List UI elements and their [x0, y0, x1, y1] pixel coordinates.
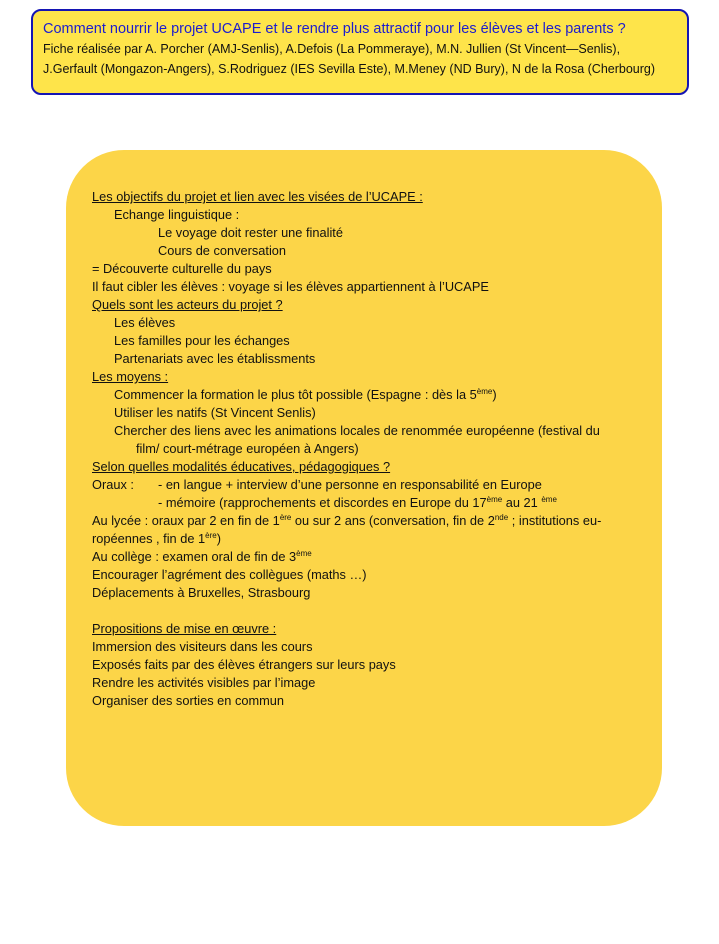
moyen-liens-line-1: Chercher des liens avec les animations locales de renommée européenne (festival du: [114, 423, 600, 438]
lycee-line-2: ropéennes , fin de 1ère): [92, 531, 221, 546]
authors-line-2: J.Gerfault (Mongazon-Angers), S.Rodriguez (IES Sevilla Este), M.Meney (ND Bury), N de la Rosa (Cherbourg): [43, 62, 656, 76]
agrement-line: Encourager l’agrément des collègues (maths …): [92, 567, 367, 582]
proposition-item: Immersion des visiteurs dans les cours: [92, 639, 313, 654]
acteur-item: Partenariats avec les établissments: [114, 351, 316, 366]
decouverte-culturelle: = Découverte culturelle du pays: [92, 261, 272, 276]
content-text: [92, 188, 652, 710]
proposition-item: Rendre les activités visibles par l’image: [92, 675, 316, 690]
section-gap: [92, 602, 652, 620]
moyens-heading: Les moyens :: [92, 369, 169, 384]
moyen-liens-line-2: film/ court-métrage européen à Angers): [136, 441, 359, 456]
document-title: Comment nourrir le projet UCAPE et le rendre plus attractif pour les élèves et les parents ?: [43, 21, 626, 37]
cours-conversation: Cours de conversation: [158, 243, 287, 258]
proposition-item: Organiser des sorties en commun: [92, 693, 285, 708]
oraux-memoire: - mémoire (rapprochements et discordes en Europe du 17ème au 21 $^{ème}$: [158, 495, 557, 510]
college-line: Au collège : examen oral de fin de 3ème: [92, 549, 312, 564]
moyen-natifs: Utiliser les natifs (St Vincent Senlis): [114, 405, 316, 420]
deplacements-line: Déplacements à Bruxelles, Strasbourg: [92, 585, 311, 600]
acteurs-heading: Quels sont les acteurs du projet ?: [92, 297, 283, 312]
authors-line-1: Fiche réalisée par A. Porcher (AMJ-Senlis), A.Defois (La Pommeraye), M.N. Jullien (St Vincent—Senlis),: [43, 42, 621, 56]
voyage-finalite: Le voyage doit rester une finalité: [158, 225, 343, 240]
modalites-heading: Selon quelles modalités éducatives, pédagogiques ?: [92, 459, 391, 474]
acteur-item: Les familles pour les échanges: [114, 333, 290, 348]
objectifs-heading: Les objectifs du projet et lien avec les visées de l’UCAPE :: [92, 189, 423, 204]
oraux-label: Oraux :: [92, 477, 134, 492]
propositions-heading: Propositions de mise en œuvre :: [92, 621, 277, 636]
cibler-eleves: Il faut cibler les élèves : voyage si les élèves appartiennent à l’UCAPE: [92, 279, 489, 294]
lycee-line-1: Au lycée : oraux par 2 en fin de 1ère ou sur 2 ans (conversation, fin de 2nde ; institutions eu-: [92, 513, 602, 528]
acteur-item: Les élèves: [114, 315, 176, 330]
echange-linguistique: Echange linguistique :: [114, 207, 240, 222]
moyen-formation: Commencer la formation le plus tôt possible (Espagne : dès la 5ème): [114, 387, 497, 402]
oraux-langue: Oraux : - en langue + interview d’une personne en responsabilité en Europe: [92, 477, 542, 492]
header-box: [31, 9, 689, 95]
proposition-item: Exposés faits par des élèves étrangers sur leurs pays: [92, 657, 396, 672]
